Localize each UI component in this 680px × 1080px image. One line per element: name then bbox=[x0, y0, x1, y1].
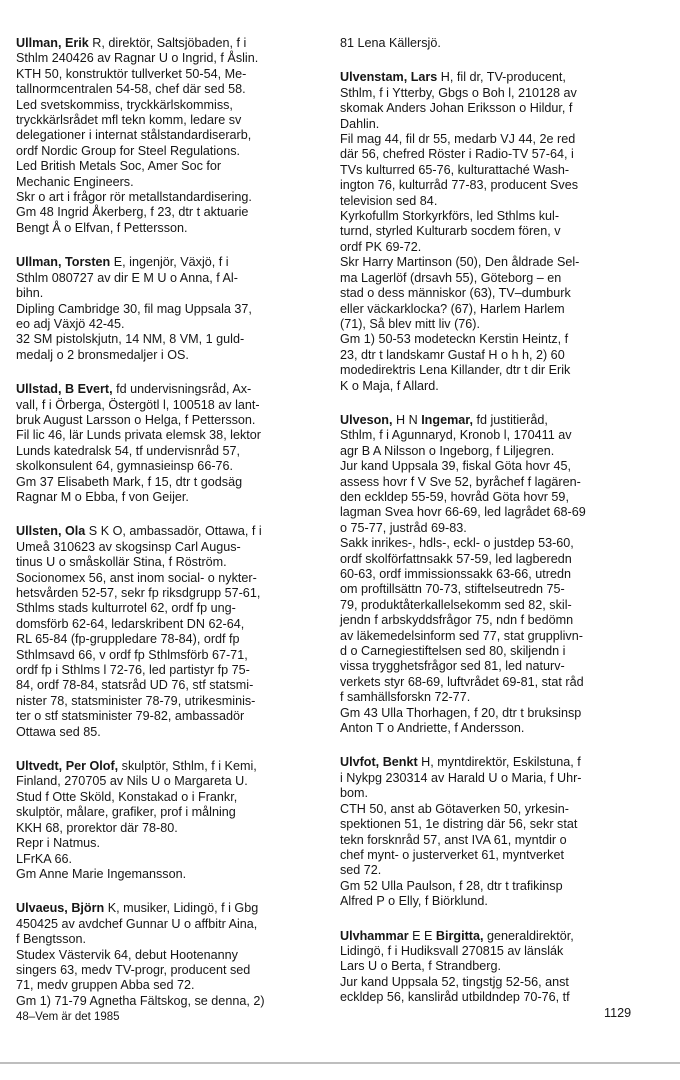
entry-text-line: Gm 48 Ingrid Åkerberg, f 23, dtr t aktuarie bbox=[16, 205, 249, 220]
entry-text-line: assess hovr f V Sve 52, byråchef f lagären- bbox=[340, 474, 581, 489]
given-name: Ola bbox=[65, 524, 86, 539]
entry-text-line: vall, f i Örberga, Östergötl l, 100518 av lant- bbox=[16, 397, 260, 412]
heading-rest: fd undervisningsråd, Ax- bbox=[112, 382, 252, 397]
entry-text-line: Lidingö, f i Hudiksvall 270815 av länslák bbox=[340, 943, 564, 958]
entry-text-line: tinus U o småskollär Stina, f Röström. bbox=[16, 555, 227, 570]
entry-text-line: jendn f arbskyddsfrågor 75, ndn f bedömn bbox=[340, 613, 574, 628]
entry-text-line: Finland, 270705 av Nils U o Margareta U. bbox=[16, 774, 248, 789]
entry-text-line: eller väckarklocka? (67), Harlem Harlem bbox=[340, 301, 565, 316]
given-name: B Evert, bbox=[65, 382, 113, 397]
entry-text-line: den eckldep 55-59, hovråd Göta hovr 59, bbox=[340, 489, 569, 504]
entry-text-line: Gm 37 Elisabeth Mark, f 15, dtr t godsäg bbox=[16, 474, 243, 489]
heading-rest: H, myntdirektör, Eskilstuna, f bbox=[417, 755, 581, 770]
entry-text-line: domsförb 62-64, ledarskribent DN 62-64, bbox=[16, 616, 245, 631]
given-name: Birgitta, bbox=[435, 928, 484, 943]
given-name: Per Olof, bbox=[65, 759, 119, 774]
initials: H N bbox=[392, 412, 422, 427]
initials: E E bbox=[408, 928, 436, 943]
entry-text-line: Led British Metals Soc, Amer Soc for bbox=[16, 159, 222, 174]
surname: Ullman, bbox=[16, 36, 62, 50]
entry-text-line: skolkonsulent 64, gymnasieinsp 66-76. bbox=[16, 459, 234, 474]
surname: Ulvhammar bbox=[340, 928, 409, 943]
surname: Ullman, bbox=[16, 255, 62, 270]
entry-text-line: KTH 50, konstruktör tullverket 50-54, Me- bbox=[16, 66, 247, 81]
entry-text-line: 79, produktåterkallelsekomm sed 82, skil- bbox=[340, 597, 572, 612]
entry-text-line: chef mynt- o justerverket 61, myntverket bbox=[340, 847, 564, 862]
entry-text-line: Gm 43 Ulla Thorhagen, f 20, dtr t bruksinsp bbox=[340, 705, 582, 720]
surname: Ulvaeus, bbox=[16, 901, 68, 916]
entry-text-line: 23, dtr t landskamr Gustaf H o h h, 2) 60 bbox=[340, 347, 565, 362]
entry-text-line: nister 78, statsminister 78-79, utrikesminis- bbox=[16, 693, 256, 708]
entry-text-line: Sthlmsavd 66, v ordf fp Sthlmsförb 67-71, bbox=[16, 647, 248, 662]
entry-heading-line bbox=[16, 759, 326, 774]
entry-heading-line bbox=[340, 413, 656, 428]
entry-text-line: Fil lic 46, lär Lunds privata elemsk 38, lektor bbox=[16, 428, 261, 443]
entry-text-line: d o Carnegiestiftelsen sed 80, skiljendn i bbox=[340, 644, 566, 659]
entry-text-line: tallnormcentralen 54-58, chef där sed 58. bbox=[16, 82, 246, 97]
given-name: Torsten bbox=[65, 255, 111, 270]
biography-entry bbox=[16, 524, 326, 740]
footer-source: 48–Vem är det 1985 bbox=[16, 1011, 120, 1023]
entry-text-line: verkets styr 68-69, luftvrådet 69-81, stat råd bbox=[340, 674, 584, 689]
heading-rest: R, direktör, Saltsjöbaden, f i bbox=[88, 36, 247, 50]
heading-rest: K, musiker, Lidingö, f i Gbg bbox=[104, 901, 259, 916]
entry-text-line: Skr o art i frågor rör metallstandardisering. bbox=[16, 190, 252, 205]
entry-text-line: f samhällsforskn 72-77. bbox=[340, 690, 471, 705]
entry-text-line: bom. bbox=[340, 786, 368, 801]
entry-text-line: lagman Svea hovr 66-69, led lagrådet 68-69 bbox=[340, 505, 586, 520]
entry-text-line: Sthlm 080727 av dir E M U o Anna, f Al- bbox=[16, 270, 238, 285]
entry-text-line: tekn forsknråd 57, anst IVA 61, myntdir o bbox=[340, 832, 567, 847]
entry-text-line: turnd, styrled Kulturarb socdem fören, v bbox=[340, 224, 561, 239]
entry-heading-line bbox=[340, 70, 656, 85]
entry-text-line: Studex Västervik 64, debut Hootenanny bbox=[16, 947, 238, 962]
entry-text-line: tryckkärlsrådet mfl tekn komm, ledare sv bbox=[16, 113, 242, 128]
heading-rest: S K O, ambassadör, Ottawa, f i bbox=[85, 524, 262, 539]
entry-text-line: TVs kulturred 65-76, kulturattaché Wash- bbox=[340, 162, 570, 177]
entry-text-line: stad o dess människor (63), TV–dumburk bbox=[340, 286, 571, 301]
entry-text-line: singers 63, medv TV-progr, producent sed bbox=[16, 962, 251, 977]
entry-text-line: Jur kand Uppsala 39, fiskal Göta hovr 45, bbox=[340, 459, 572, 474]
entry-text-line: Gm 52 Ulla Paulson, f 28, dtr t trafikinsp bbox=[340, 878, 563, 893]
entry-text-line: Skr Harry Martinson (50), Den åldrade Sel- bbox=[340, 255, 580, 270]
entry-text-line: KKH 68, prorektor där 78-80. bbox=[16, 820, 178, 835]
biography-entry bbox=[16, 255, 326, 363]
entry-text-line: där 56, chefred Röster i Radio-TV 57-64, i bbox=[340, 147, 574, 162]
entry-text-line: agr B A Nilsson o Ingeborg, f Liljegren. bbox=[340, 443, 555, 458]
heading-rest: H, fil dr, TV-producent, bbox=[437, 70, 566, 85]
given-name: Benkt bbox=[382, 755, 418, 770]
entry-text-line: ington 76, kulturråd 77-83, producent Sves bbox=[340, 178, 579, 193]
entry-text-line: RL 65-84 (fp-gruppledare 78-84), ordf fp bbox=[16, 632, 240, 647]
entry-text-line: Alfred P o Elly, f Biörklund. bbox=[340, 894, 488, 909]
entry-text-line: Lunds katedralsk 54, tf undervisnråd 57, bbox=[16, 443, 241, 458]
entry-heading-line bbox=[16, 36, 326, 51]
surname: Ulveson, bbox=[340, 412, 393, 427]
surname: Ullsten, bbox=[16, 524, 62, 539]
entry-text-line: television sed 84. bbox=[340, 193, 438, 208]
entry-heading-line bbox=[16, 382, 326, 397]
entry-text-line: delegationer i internat stålstandardiserarb, bbox=[16, 128, 252, 143]
entry-text-line: Ottawa sed 85. bbox=[16, 724, 101, 739]
entry-text-line: skomak Anders Johan Eriksson o Hildur, f bbox=[340, 101, 573, 116]
entry-text-line: CTH 50, anst ab Götaverken 50, yrkesin- bbox=[340, 801, 569, 816]
entry-text-line: Gm Anne Marie Ingemansson. bbox=[16, 866, 187, 881]
surname: Ulvfot, bbox=[340, 755, 380, 770]
biography-entry bbox=[16, 382, 326, 505]
entry-text-line: Umeå 310623 av skogsinsp Carl Augus- bbox=[16, 539, 241, 554]
entry-text-line: ordf skolförfattnsakk 57-59, led lagberedn bbox=[340, 551, 572, 566]
surname: Ultvedt, bbox=[16, 759, 63, 774]
entry-text-line: 32 SM pistolskjutn, 14 NM, 8 VM, 1 guld- bbox=[16, 332, 245, 347]
entry-text-line: o 75-77, justråd 69-83. bbox=[340, 520, 467, 535]
entry-heading-line bbox=[340, 755, 656, 770]
entry-text-line: Dipling Cambridge 30, fil mag Uppsala 37, bbox=[16, 301, 252, 316]
given-name: Ingemar, bbox=[421, 412, 473, 427]
entry-text-line: 60-63, ordf immissionssakk 63-66, utredn bbox=[340, 567, 571, 581]
heading-rest: skulptör, Sthlm, f i Kemi, bbox=[118, 759, 257, 774]
entry-text-line: vissa trygghetsfrågor sed 81, led naturv- bbox=[340, 659, 565, 674]
biography-entry bbox=[340, 413, 656, 737]
entry-text-line: eo adj Växjö 42-45. bbox=[16, 316, 125, 331]
entry-text-line: Sakk inrikes-, hdls-, eckl- o justdep 53-60, bbox=[340, 536, 574, 551]
entry-text-line: Sthlm, f i Agunnaryd, Kronob l, 170411 av bbox=[340, 428, 572, 443]
entry-text-line: (71), Så blev mitt liv (76). bbox=[340, 316, 480, 331]
entry-text-line: 450425 av avdchef Gunnar U o affbitr Aina, bbox=[16, 916, 258, 931]
entry-text-line: Anton T o Andriette, f Andersson. bbox=[340, 721, 525, 736]
entry-text-line: eckldep 56, kansliråd utbildndep 70-76, tf bbox=[340, 990, 570, 1005]
entry-text-line: i Nykpg 230314 av Harald U o Maria, f Uhr- bbox=[340, 770, 582, 785]
entry-text-line: K o Maja, f Allard. bbox=[340, 378, 439, 393]
biography-entry bbox=[16, 759, 326, 882]
biography-entry bbox=[16, 901, 326, 1009]
given-name: Björn bbox=[71, 901, 105, 916]
left-column bbox=[16, 36, 326, 1028]
entry-text-line: hetsvården 52-57, sekr fp riksdgrupp 57-61, bbox=[16, 586, 261, 600]
entry-text-line: sed 72. bbox=[340, 863, 382, 878]
entry-text-line: f Bengtsson. bbox=[16, 932, 87, 947]
entry-text-line: LFrKA 66. bbox=[16, 851, 73, 866]
biography-entry bbox=[340, 755, 656, 909]
entry-text-line: 71, medv gruppen Abba sed 72. bbox=[16, 978, 195, 993]
entry-text-line: om proftillsättn 70-73, stiftelseutredn 75- bbox=[340, 582, 565, 597]
right-column bbox=[340, 36, 656, 1025]
entry-text-line: 84, ordf 78-84, statsråd UD 76, stf statsmi- bbox=[16, 678, 254, 693]
entry-text-line: Lars U o Berta, f Strandberg. bbox=[340, 959, 502, 974]
bottom-scan-edge bbox=[0, 1062, 680, 1064]
entry-heading-line bbox=[340, 929, 656, 944]
heading-rest: fd justitieråd, bbox=[472, 412, 548, 427]
given-name: Lars bbox=[410, 70, 438, 85]
entry-text-line: av läkemedelsinform sed 77, stat grupplivn- bbox=[340, 628, 583, 643]
entry-heading-line bbox=[16, 524, 326, 539]
entry-text-line: Led svetskommiss, tryckkärlskommiss, bbox=[16, 97, 233, 112]
entry-text-line: Ragnar M o Ebba, f von Geijer. bbox=[16, 489, 189, 504]
entry-text-line: ordf PK 69-72. bbox=[340, 239, 422, 254]
entry-text-line: spektionen 51, 1e distring där 56, sekr stat bbox=[340, 817, 578, 832]
entry-text-line: Sthlm 240426 av Ragnar U o Ingrid, f Åslin. bbox=[16, 51, 259, 66]
entry-text-line: Mechanic Engineers. bbox=[16, 174, 134, 189]
entry-text-line: Gm 1) 50-53 modeteckn Kerstin Heintz, f bbox=[340, 332, 569, 347]
entry-text-line: Stud f Otte Sköld, Konstakad o i Frankr, bbox=[16, 789, 238, 804]
entry-text-line: ter o stf statsminister 79-82, ambassadör bbox=[16, 709, 245, 724]
surname: Ullstad, bbox=[16, 382, 62, 397]
entry-heading-line bbox=[16, 901, 326, 916]
entry-text-line: Kyrkofullm Storkyrkförs, led Sthlms kul- bbox=[340, 209, 560, 224]
entry-text-line: Jur kand Uppsala 52, tingstjg 52-56, anst bbox=[340, 974, 569, 989]
surname: Ulvenstam, bbox=[340, 70, 408, 85]
entry-text-line: modedirektris Lena Killander, dtr t dir Erik bbox=[340, 363, 571, 378]
entry-text-line: medalj o 2 bronsmedaljer i OS. bbox=[16, 347, 189, 362]
entry-text-line: Socionomex 56, anst inom social- o nykter- bbox=[16, 570, 257, 585]
entry-text-line: Sthlm, f i Ytterby, Gbgs o Boh l, 210128 av bbox=[340, 85, 577, 100]
entry-text-line: Gm 1) 71-79 Agnetha Fältskog, se denna, 2) bbox=[16, 993, 265, 1008]
entry-text-line: bruk August Larsson o Helga, f Pettersson. bbox=[16, 412, 256, 427]
entry-text-line: ordf fp i Sthlms l 72-76, led partistyr fp 75- bbox=[16, 663, 250, 678]
entry-text-line: Repr i Natmus. bbox=[16, 836, 100, 851]
page-number: 1129 bbox=[604, 1006, 632, 1020]
entry-text-line: Dahlin. bbox=[340, 116, 380, 131]
entry-text-line: Fil mag 44, fil dr 55, medarb VJ 44, 2e red bbox=[340, 132, 576, 147]
biography-entry bbox=[340, 929, 656, 1006]
biography-entry bbox=[340, 36, 656, 51]
entry-heading-line bbox=[16, 255, 326, 270]
heading-rest: E, ingenjör, Växjö, f i bbox=[110, 255, 229, 270]
entry-text-line: 81 Lena Källersjö. bbox=[340, 36, 441, 50]
entry-text-line: ma Lagerlöf (drsavh 55), Göteborg – en bbox=[340, 270, 562, 285]
heading-rest: generaldirektör, bbox=[483, 928, 574, 943]
entry-text-line: Sthlms stads kulturrotel 62, ordf fp ung- bbox=[16, 601, 236, 616]
biography-entry bbox=[340, 70, 656, 394]
entry-text-line: ordf Nordic Group for Steel Regulations. bbox=[16, 143, 241, 158]
entry-text-line: Bengt Å o Elfvan, f Pettersson. bbox=[16, 220, 188, 235]
entry-text-line: bihn. bbox=[16, 286, 44, 301]
given-name: Erik bbox=[65, 36, 89, 50]
biography-entry bbox=[16, 36, 326, 236]
entry-text-line: skulptör, målare, grafiker, prof i målning bbox=[16, 805, 236, 820]
